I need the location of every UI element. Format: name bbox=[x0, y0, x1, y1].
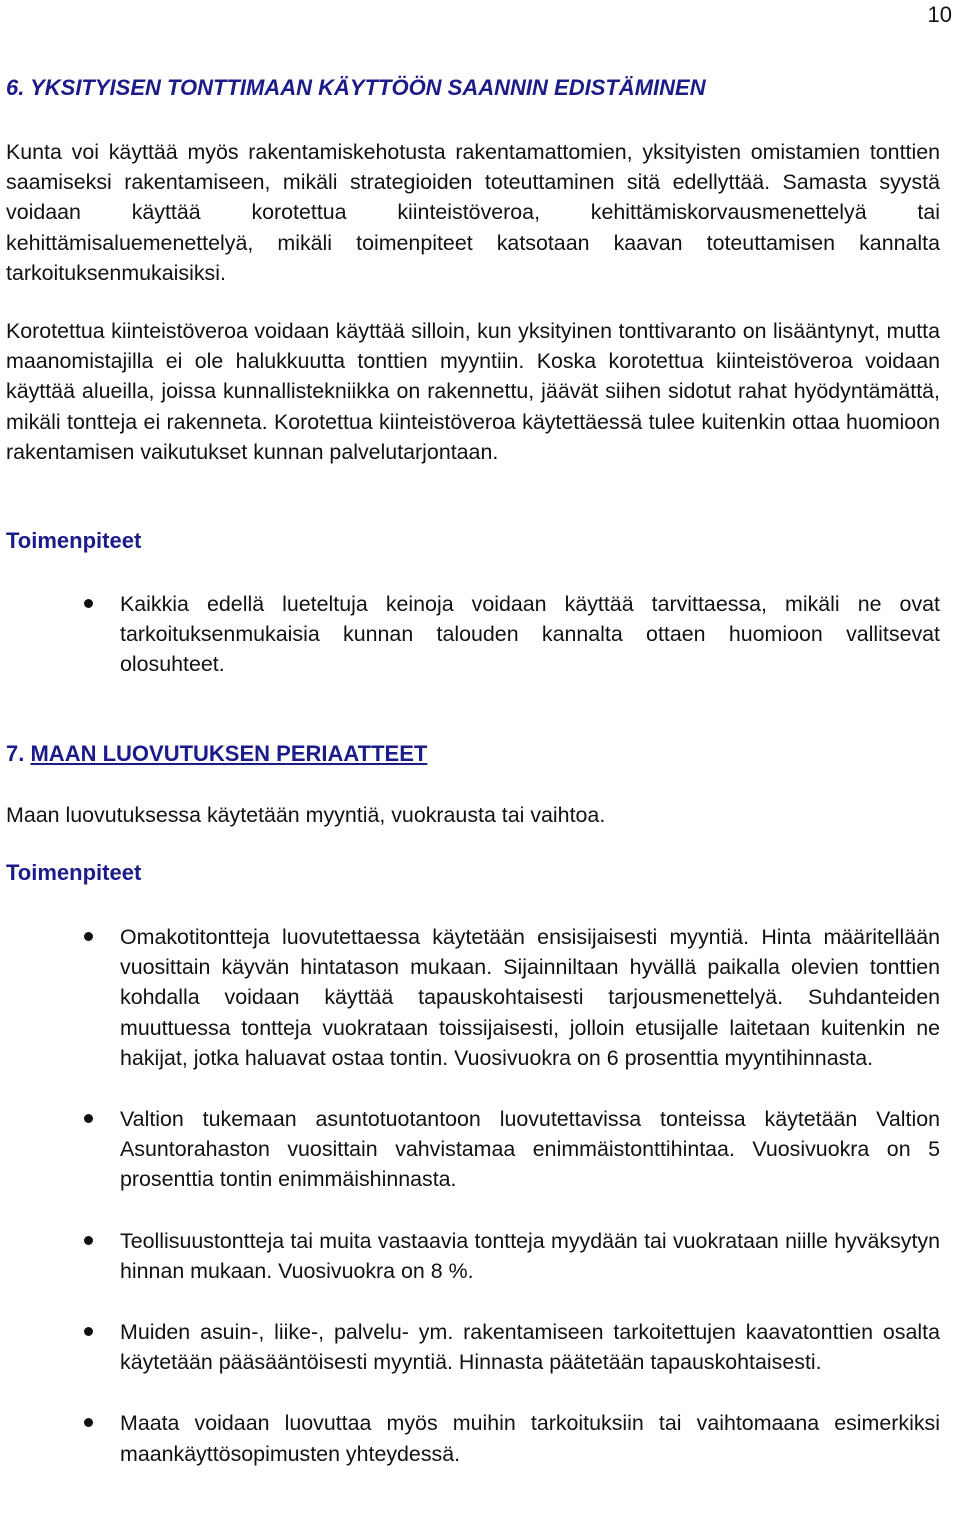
list-item-text: Teollisuustontteja tai muita vastaavia tontteja myydään tai vuokrataan niille hyväksytyn hinnan mukaan. Vuosivuokra on 8 %. bbox=[120, 1228, 940, 1283]
section-6-paragraph-2: Korotettua kiinteistöveroa voidaan käyttää silloin, kun yksityinen tonttivaranto on lisääntynyt, mutta maanomistajilla ei ole halukkuutta tonttien myyntiin. Koska korotettua kiinteistöveroa voidaan käyttää alueilla, joissa kunnallistekniikka on rakennettu, jäävät siihen sidotut rahat hyödyntämättä, mikäli tontteja ei rakenneta. Korotettua kiinteistöveroa käytettäessä tulee kuitenkin ottaa huomioon rakentamisen vaikutukset kunnan palvelutarjontaan. bbox=[6, 319, 940, 464]
list-item-text: Omakotitontteja luovutettaessa käytetään ensisijaisesti myyntiä. Hinta määritellään vuosittain käyvän hintatason mukaan. Sijainniltaan hyvällä paikalla olevien tonttien kohdalla voidaan käyttää tapauskohtaisesti tarjousmenettelyä. Suhdanteiden muuttuessa tontteja vuokrataan toissijaisesti, jolloin etusijalle laitetaan kuitenkin ne hakijat, jotka haluavat ostaa tontin. Vuosivuokra on 6 prosenttia myyntihinnasta. bbox=[120, 925, 940, 1070]
section-7-number: 7. bbox=[6, 741, 25, 766]
section-6-title: YKSITYISEN TONTTIMAAN KÄYTTÖÖN SAANNIN EDISTÄMINEN bbox=[30, 75, 706, 100]
section-7-title: MAAN LUOVUTUKSEN PERIAATTEET bbox=[30, 741, 428, 766]
section-7-measures-heading: Toimenpiteet bbox=[6, 860, 142, 885]
bullet-icon bbox=[84, 1327, 93, 1336]
list-item-text: Kaikkia edellä lueteltuja keinoja voidaan käyttää tarvittaessa, mikäli ne ovat tarkoituksenmukaisia kunnan talouden kannalta ottaen huomioon vallitsevat olosuhteet. bbox=[120, 592, 940, 677]
list-item-text: Muiden asuin-, liike-, palvelu- ym. rakentamiseen tarkoitettujen kaavatonttien osalta käytetään pääsääntöisesti myyntiä. Hinnasta päätetään tapauskohtaisesti. bbox=[120, 1320, 940, 1375]
list-item bbox=[0, 1226, 940, 1286]
list-item-text: Valtion tukemaan asuntotuotantoon luovutettavissa tonteissa käytetään Valtion Asuntorahaston vuosittain vahvistamaa enimmäistonttihintaa. Vuosivuokra on 5 prosenttia tontin enimmäishinnasta. bbox=[120, 1107, 940, 1192]
section-7-intro: Maan luovutuksessa käytetään myyntiä, vuokrausta tai vaihtoa. bbox=[6, 803, 606, 827]
page-number: 10 bbox=[927, 2, 952, 27]
bullet-icon bbox=[84, 599, 93, 608]
section-6-number: 6. bbox=[6, 75, 25, 100]
bullet-icon bbox=[84, 1418, 93, 1427]
section-7-heading bbox=[6, 741, 427, 767]
section-6-measures-list bbox=[0, 589, 940, 711]
list-item bbox=[0, 1317, 940, 1377]
section-7-measures-list bbox=[0, 922, 940, 1500]
section-6-paragraph-1: Kunta voi käyttää myös rakentamiskehotusta rakentamattomien, yksityisten omistamien tonttien saamiseksi rakentamiseen, mikäli strategioiden toteuttaminen sitä edellyttää. Samasta syystä voidaan käyttää korotettua kiinteistöveroa, kehittämiskorvausmenettelyä tai kehittämisaluemenettelyä, mikäli toimenpiteet katsotaan kaavan toteuttamisen kannalta tarkoituksenmukaisiksi. bbox=[6, 140, 940, 285]
bullet-icon bbox=[84, 1236, 93, 1245]
bullet-icon bbox=[84, 932, 93, 941]
section-6-measures-heading: Toimenpiteet bbox=[6, 528, 142, 553]
list-item-text: Maata voidaan luovuttaa myös muihin tarkoituksiin tai vaihtomaana esimerkiksi maankäyttösopimusten yhteydessä. bbox=[120, 1411, 940, 1466]
bullet-icon bbox=[84, 1114, 93, 1123]
list-item bbox=[0, 589, 940, 680]
list-item bbox=[0, 1104, 940, 1195]
list-item bbox=[0, 1408, 940, 1468]
section-6-heading bbox=[6, 75, 706, 101]
list-item bbox=[0, 922, 940, 1073]
